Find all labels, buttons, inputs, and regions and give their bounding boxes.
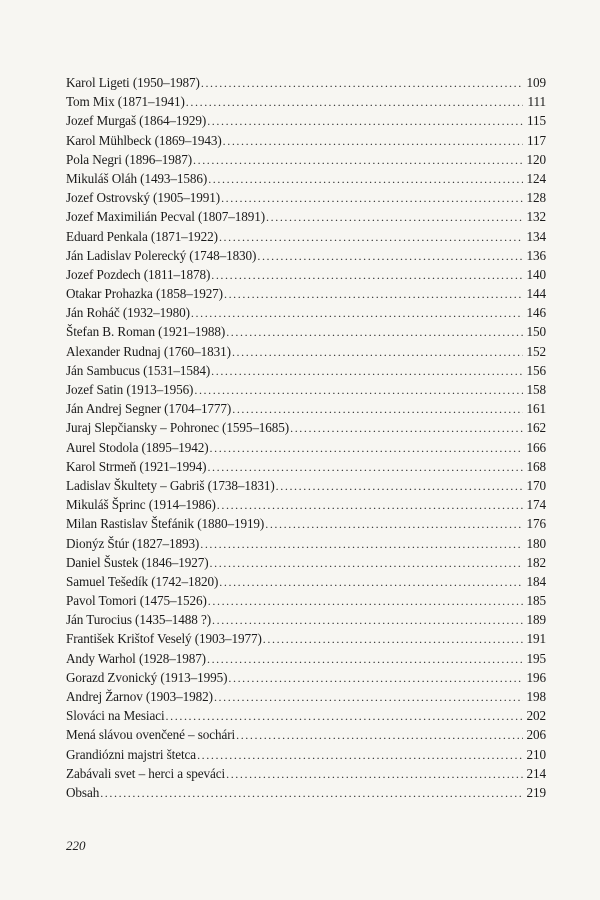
toc-entry-title: Karol Mühlbeck (1869–1943) (66, 132, 222, 148)
toc-entry-title: Andy Warhol (1928–1987) (66, 650, 206, 666)
dot-leader (197, 746, 523, 765)
toc-entry (66, 668, 546, 687)
toc-entry-title: Eduard Penkala (1871–1922) (66, 228, 218, 244)
toc-entry (66, 591, 546, 610)
toc-entry (66, 265, 546, 284)
toc-entry-title: Slováci na Mesiaci (66, 708, 165, 724)
toc-entry-title: Andrej Žarnov (1903–1982) (66, 689, 213, 704)
toc-entry-page: 219 (526, 784, 546, 800)
toc-entry-page: 198 (526, 689, 546, 704)
dot-leader (266, 208, 523, 227)
dot-leader (226, 323, 523, 342)
toc-entry-title: Milan Rastislav Štefánik (1880–1919) (66, 516, 265, 532)
toc-entry-page: 158 (526, 382, 546, 397)
dot-leader (214, 688, 523, 707)
toc-entry-title: Ján Turocius (1435–1488 ?) (66, 612, 212, 628)
toc-entry (66, 438, 546, 457)
dot-leader (200, 535, 523, 554)
toc-entry-title: Obsah (66, 784, 100, 800)
toc-entry-title: Jozef Murgaš (1864–1929) (66, 113, 207, 129)
toc-entry (66, 284, 546, 303)
toc-entry-page: 109 (526, 75, 546, 90)
toc-entry-title: Jozef Satin (1913–1956) (66, 382, 194, 397)
toc-entry-title: Aurel Stodola (1895–1942) (66, 439, 209, 455)
toc-entry (66, 457, 546, 476)
toc-entry-title: Grandiózni majstri štetca (66, 746, 197, 762)
toc-entry-page: 182 (526, 554, 546, 570)
toc-entry (66, 246, 546, 265)
dot-leader (208, 170, 523, 189)
toc-entry-title: Štefan B. Roman (1921–1988) (66, 324, 226, 340)
dot-leader (223, 132, 523, 151)
toc-entry (66, 725, 546, 744)
toc-entry-title: František Krištof Veselý (1903–1977) (66, 631, 262, 647)
toc-entry-page: 161 (526, 401, 546, 417)
dot-leader (210, 554, 523, 573)
toc-entry-page: 196 (526, 669, 546, 685)
toc-entry (66, 553, 546, 572)
toc-entry-page: 152 (526, 343, 546, 359)
toc-entry (66, 687, 546, 706)
toc-entry (66, 534, 546, 553)
toc-entry-page: 189 (526, 612, 546, 628)
dot-leader (194, 381, 523, 400)
toc-entry-page: 214 (526, 765, 546, 781)
dot-leader (221, 189, 523, 208)
toc-entry-title: Karol Strmeň (1921–1994) (66, 458, 207, 474)
dot-leader (224, 285, 523, 304)
dot-leader (263, 630, 523, 649)
dot-leader (201, 74, 523, 93)
toc-entry (66, 342, 546, 361)
toc-entry (66, 227, 546, 246)
dot-leader (207, 458, 523, 477)
toc-entry (66, 303, 546, 322)
toc-entry-page: 166 (526, 439, 546, 455)
toc-entry-title: Jozef Maximilián Pecval (1807–1891) (66, 209, 266, 225)
toc-entry-title: Pavol Tomori (1475–1526) (66, 593, 207, 609)
toc-entry (66, 476, 546, 495)
dot-leader (186, 93, 523, 112)
toc-entry-page: 117 (527, 132, 546, 148)
toc-entry (66, 764, 546, 783)
toc-entry-page: 150 (526, 324, 546, 340)
toc-entry (66, 649, 546, 668)
toc-entry (66, 131, 546, 150)
toc-entry (66, 111, 546, 130)
toc-entry-page: 156 (526, 362, 546, 378)
toc-entry-page: 140 (526, 266, 546, 282)
toc-entry-title: Ján Ladislav Polerecký (1748–1830) (66, 247, 257, 263)
toc-entry-title: Ján Sambucus (1531–1584) (66, 362, 211, 378)
dot-leader (208, 592, 523, 611)
toc-entry-title: Ján Andrej Segner (1704–1777) (66, 401, 232, 417)
toc-entry-title: Ladislav Škultety – Gabriš (1738–1831) (66, 477, 275, 493)
toc-entry-page: 180 (526, 535, 546, 551)
dot-leader (219, 573, 523, 592)
toc-entry-page: 206 (526, 727, 546, 743)
toc-entry (66, 361, 546, 380)
toc-entry (66, 399, 546, 418)
toc-entry-page: 120 (526, 151, 546, 167)
dot-leader (211, 362, 523, 381)
toc-entry-title: Zabávali svet – herci a speváci (66, 765, 226, 781)
toc-entry-title: Mikuláš Šprinc (1914–1986) (66, 497, 216, 513)
dot-leader (210, 439, 523, 458)
toc-entry (66, 706, 546, 725)
toc-entry-page: 176 (526, 516, 546, 532)
toc-entry-page: 185 (526, 593, 546, 609)
toc-entry-page: 111 (527, 94, 546, 110)
toc-entry-page: 128 (526, 190, 546, 206)
toc-entry (66, 745, 546, 764)
toc-entry-page: 134 (526, 228, 546, 244)
toc-entry (66, 610, 546, 629)
toc-entry-page: 174 (526, 497, 546, 513)
toc-entry-page: 202 (526, 708, 546, 724)
toc-entry-page: 162 (526, 420, 546, 436)
toc-entry-title: Gorazd Zvonický (1913–1995) (66, 669, 228, 685)
toc-entry-title: Dionýz Štúr (1827–1893) (66, 535, 200, 551)
dot-leader (226, 765, 523, 784)
dot-leader (212, 611, 523, 630)
toc-entry-page: 144 (526, 286, 546, 302)
toc-entry-page: 195 (526, 650, 546, 666)
dot-leader (276, 477, 523, 496)
toc-entry-page: 210 (526, 746, 546, 762)
toc-entry-title: Jozef Pozdech (1811–1878) (66, 266, 211, 282)
toc-entry-title: Mikuláš Oláh (1493–1586) (66, 170, 208, 186)
toc-entry-title: Daniel Šustek (1846–1927) (66, 554, 209, 570)
toc-entry (66, 73, 546, 92)
dot-leader (166, 707, 523, 726)
toc-entry (66, 322, 546, 341)
toc-entry (66, 783, 546, 802)
toc-entry-page: 170 (526, 477, 546, 493)
toc-entry (66, 188, 546, 207)
toc-entry-page: 168 (526, 458, 546, 474)
dot-leader (236, 726, 523, 745)
toc-entry-page: 132 (526, 209, 546, 225)
dot-leader (232, 343, 523, 362)
dot-leader (217, 496, 523, 515)
toc-entry (66, 514, 546, 533)
dot-leader (228, 669, 523, 688)
toc-entry-title: Tom Mix (1871–1941) (66, 94, 185, 110)
toc-entry (66, 207, 546, 226)
dot-leader (191, 304, 523, 323)
toc-entry-title: Jozef Ostrovský (1905–1991) (66, 190, 221, 206)
dot-leader (265, 515, 523, 534)
toc-entry-title: Ján Roháč (1932–1980) (66, 305, 190, 321)
toc-entry-page: 191 (526, 631, 546, 647)
dot-leader (211, 266, 523, 285)
toc-entry (66, 150, 546, 169)
toc-entry-page: 124 (526, 170, 546, 186)
toc-entry-page: 115 (527, 113, 546, 129)
toc-entry (66, 169, 546, 188)
toc-entry (66, 418, 546, 437)
toc-entry-title: Mená slávou ovenčené – sochári (66, 727, 236, 743)
toc-entry-title: Samuel Tešedík (1742–1820) (66, 573, 219, 589)
page-number: 220 (66, 838, 86, 853)
toc-entry (66, 380, 546, 399)
dot-leader (232, 400, 523, 419)
toc-entry-title: Juraj Slepčiansky – Pohronec (1595–1685) (66, 420, 290, 436)
toc-entry-page: 146 (526, 305, 546, 321)
toc-entry-title: Alexander Rudnaj (1760–1831) (66, 343, 231, 359)
toc-entry (66, 92, 546, 111)
toc-entry-page: 136 (526, 247, 546, 263)
toc-entry-page: 184 (526, 573, 546, 589)
dot-leader (193, 151, 523, 170)
dot-leader (207, 650, 523, 669)
toc-entry-title: Karol Ligeti (1950–1987) (66, 75, 200, 90)
dot-leader (257, 247, 523, 266)
dot-leader (219, 228, 523, 247)
dot-leader (290, 419, 523, 438)
toc-entry (66, 629, 546, 648)
dot-leader (207, 112, 523, 131)
table-of-contents (66, 73, 546, 802)
toc-entry (66, 495, 546, 514)
toc-entry-title: Otakar Prohazka (1858–1927) (66, 286, 223, 302)
dot-leader (100, 784, 523, 803)
toc-entry-title: Pola Negri (1896–1987) (66, 151, 192, 167)
toc-entry (66, 572, 546, 591)
